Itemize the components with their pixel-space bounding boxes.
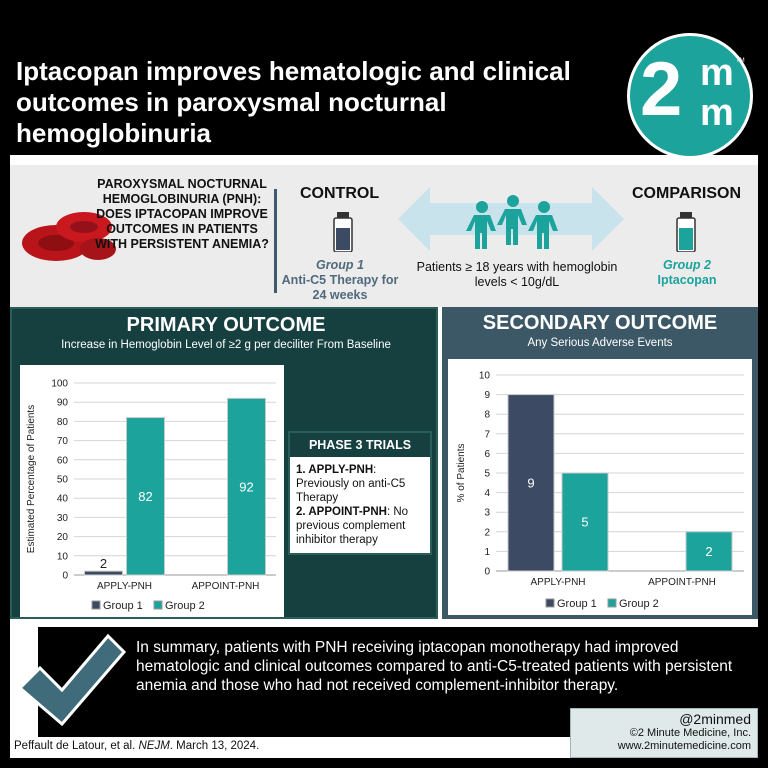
y-tick-label: 1 [484,546,490,558]
secondary-heading: SECONDARY OUTCOME [482,312,718,334]
vial-icon-control [332,212,354,252]
citation-journal: NEJM [138,740,170,752]
group2-description: Iptacopan [657,273,717,287]
citation [14,740,259,752]
brand-copyright: ©2 Minute Medicine, Inc. [629,727,751,739]
legend-label: Group 2 [165,600,205,612]
bar-group-1 [85,571,123,575]
y-tick-label: 7 [484,429,490,441]
primary-outcome-panel [10,307,438,619]
group1-block [280,258,400,303]
checkmark-icon [16,630,126,730]
group2-block [632,258,742,288]
logo-trademark: TM [736,58,745,64]
legend-swatch [608,599,616,607]
y-tick-label: 10 [478,370,490,382]
study-question: DOES IPTACOPAN IMPROVE OUTCOMES IN PATIENTS WITH PERSISTENT ANEMIA? [95,207,269,251]
legend-label: Group 2 [619,598,659,610]
y-tick-label: 2 [484,527,490,539]
primary-subheading: Increase in Hemoglobin Level of ≥2 g per deciliter From Baseline [61,339,391,351]
page-title: Iptacopan improves hematologic and clinical outcomes in paroxysmal nocturnal hemoglobinuria [16,56,571,148]
y-tick-label: 30 [56,512,68,524]
data-label: 2 [99,556,108,572]
y-tick-label: 9 [484,390,490,402]
x-tick-label: APPOINT-PNH [648,577,716,588]
y-tick-label: 8 [484,409,490,421]
y-tick-label: 60 [56,455,68,467]
brand-box [570,708,758,758]
y-tick-label: 5 [484,468,490,480]
y-axis-label: % of Patients [456,443,467,503]
data-label: 92 [239,479,254,495]
infographic [10,10,758,758]
brand-logo [627,33,753,159]
y-tick-label: 80 [56,416,68,428]
data-label: 5 [581,514,589,530]
summary-text: In summary, patients with PNH receiving iptacopan monotherapy had improved hematologic and clinical outcomes compared to anti-C5-treated patients with persistent anemia and those who had not received complement-inhibitor therapy. [136,639,733,694]
secondary-outcome-chart [448,359,752,615]
secondary-subheading: Any Serious Adverse Events [527,337,673,349]
y-tick-label: 40 [56,493,68,505]
y-tick-label: 100 [51,378,68,390]
secondary-outcome-panel [442,307,758,619]
group1-description: Anti-C5 Therapy for 24 weeks [281,273,399,302]
x-tick-label: APPOINT-PNH [191,581,260,592]
data-label: 9 [527,475,535,491]
trials-body [296,463,428,547]
x-tick-label: APPLY-PNH [96,581,153,592]
brand-website: www.2minutemedicine.com [617,740,751,752]
data-label: 2 [705,544,713,560]
primary-outcome-chart [20,365,284,617]
patients-icon [458,195,568,251]
group2-label: Group 2 [663,258,711,272]
trial2-description: : No previous complement inhibitor therapy [296,506,409,546]
legend-label: Group 1 [103,600,143,612]
legend-swatch [154,601,162,609]
legend-swatch [546,599,554,607]
trials-heading: PHASE 3 TRIALS [290,433,430,457]
y-axis-label: Estimated Percentage of Patients [26,404,37,554]
y-tick-label: 70 [56,436,68,448]
y-tick-label: 10 [56,551,68,563]
y-tick-label: 90 [56,397,68,409]
control-heading: CONTROL [300,185,380,202]
legend-swatch [92,601,100,609]
primary-chart-box [20,365,284,617]
y-tick-label: 0 [62,570,68,582]
secondary-chart-box [448,359,752,615]
logo-letter-bottom: m [700,92,734,134]
logo-letter-top: m [700,52,734,94]
study-design-band [10,165,758,307]
citation-authors: Peffault de Latour, et al. [14,740,139,752]
y-tick-label: 20 [56,532,68,544]
data-label: 82 [138,488,153,504]
logo-numeral: 2 [640,47,683,132]
x-tick-label: APPLY-PNH [530,577,586,588]
pnh-label: PAROXYSMAL NOCTURNAL HEMOGLOBINURIA (PNH): [97,177,267,206]
trial1-name: 1. APPLY-PNH [296,464,374,476]
vial-icon-comparison [675,212,697,252]
citation-date: . March 13, 2024. [169,740,260,752]
legend-label: Group 1 [557,598,597,610]
phase3-trials-box [288,431,432,555]
group1-label: Group 1 [316,258,364,272]
trial1-description: : Previously on anti-C5 Therapy [296,464,406,504]
vertical-divider [274,189,277,293]
primary-heading: PRIMARY OUTCOME [126,314,326,336]
y-tick-label: 0 [484,566,490,578]
patient-criteria: Patients ≥ 18 years with hemoglobin levels < 10g/dL [416,260,618,289]
brand-handle: @2minmed [679,711,751,727]
trial2-name: 2. APPOINT-PNH [296,506,387,518]
pnh-question-block [92,177,272,252]
y-tick-label: 6 [484,448,490,460]
y-tick-label: 4 [484,488,490,500]
header-bar [10,10,758,155]
y-tick-label: 50 [56,474,68,486]
comparison-heading: COMPARISON [632,185,742,202]
y-tick-label: 3 [484,507,490,519]
